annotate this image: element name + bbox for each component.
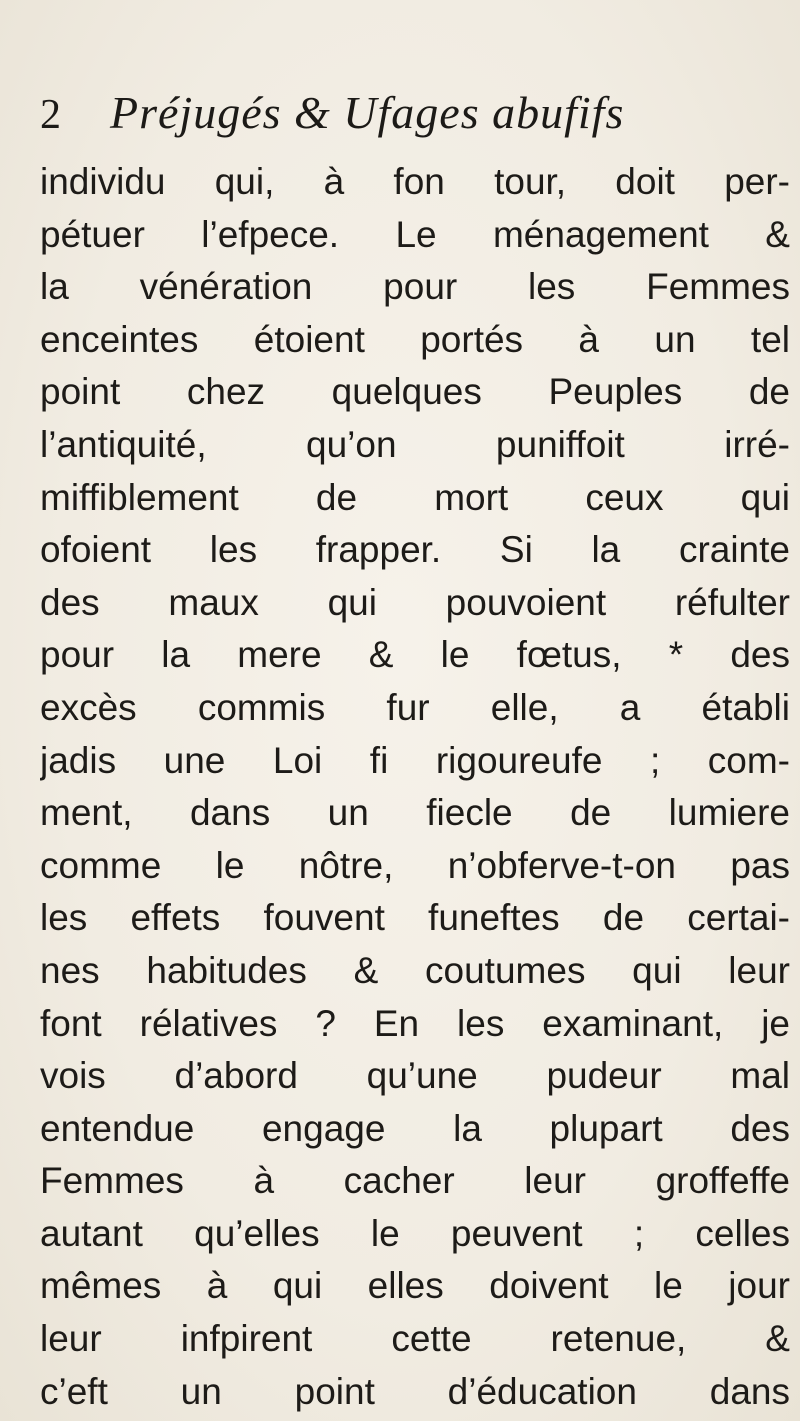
text-line: pour la mere & le fœtus, * des [40,634,790,676]
page-number: 2 [40,92,61,138]
text-line: Femmes à cacher leur groffeffe [40,1160,790,1202]
text-line: individu qui, à fon tour, doit per- [40,161,790,202]
running-head: Préjugés & Ufages abufifs [110,87,625,138]
text-line: des maux qui pouvoient réfulter [40,581,790,623]
text-line: l’antiquité, qu’on puniffoit irré- [40,423,790,465]
text-line: la vénération pour les Femmes [40,266,790,308]
text-line: pétuer l’efpece. Le ménagement & [40,213,790,255]
text-line: les effets fouvent funeftes de certai- [40,897,790,939]
body-text [40,156,790,1418]
text-line: leur infpirent cette retenue, & [40,1318,790,1360]
text-line: mêmes à qui elles doivent le jour [40,1265,790,1307]
text-line: vois d’abord qu’une pudeur mal [40,1055,790,1097]
page-header [0,88,800,148]
text-line: excès commis fur elle, a établi [40,686,790,728]
text-line: enceintes étoient portés à un tel [40,318,790,360]
text-line: font rélatives ? En les examinant, je [40,1002,790,1044]
text-line: ment, dans un fiecle de lumiere [40,792,790,834]
text-line: c’eft un point d’éducation dans [40,1370,790,1412]
text-line: jadis une Loi fi rigoureufe ; com- [40,739,790,781]
text-line: miffiblement de mort ceux qui [40,476,790,518]
text-line: point chez quelques Peuples de [40,371,790,413]
text-line: ofoient les frapper. Si la crainte [40,529,790,571]
text-line: nes habitudes & coutumes qui leur [40,949,790,991]
text-line: autant qu’elles le peuvent ; celles [40,1212,790,1254]
text-line: entendue engage la plupart des [40,1107,790,1149]
text-line: comme le nôtre, n’obferve-t-on pas [40,844,790,886]
